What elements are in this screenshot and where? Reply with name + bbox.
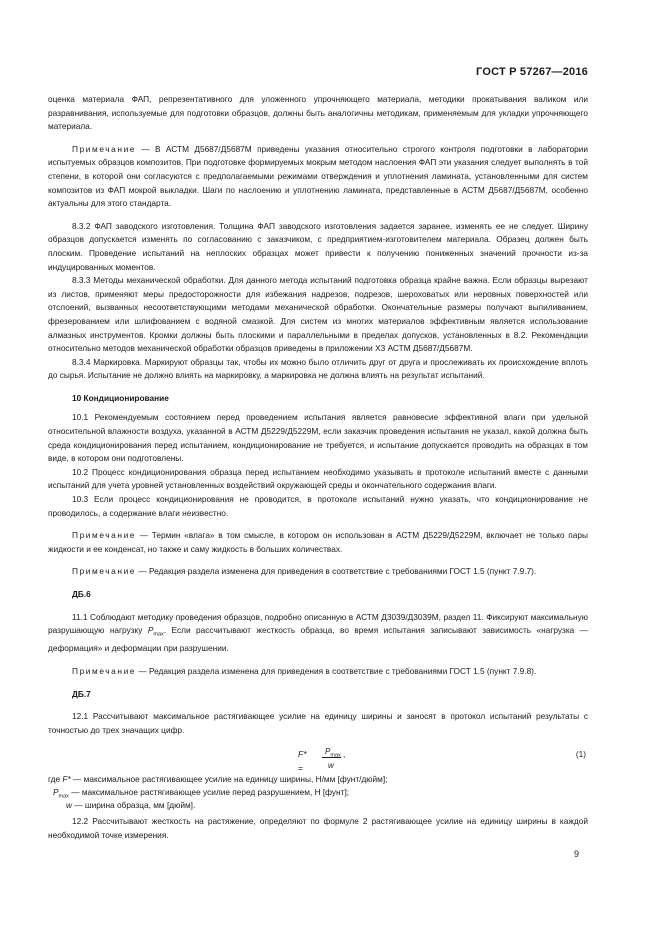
paragraph-8-3-4: 8.3.4 Маркировка. Маркируют образцы так, чтобы их можно было отличить друг от друга и прослеживать их происхождение вплоть до сырья. Испытание не должно влиять на маркировку, а маркировка не должна влиять на результат испытаний. (48, 356, 588, 381)
note-text: — Редакция раздела изменена для приведения в соответствие с требованиями ГОСТ 1.5 (пункт 7.9.8). (136, 666, 537, 677)
section-heading-10: 10 Кондиционирование (72, 392, 169, 403)
formula-numerator: $P_{max}$ (325, 747, 341, 759)
page-body (48, 93, 588, 843)
note-text: — Редакция раздела изменена для приведения в соответствие с требованиями ГОСТ 1.5 (пункт 7.9.7). (136, 566, 537, 577)
formula-lhs: F* = (298, 749, 307, 773)
paragraph-10-2: 10.2 Процесс кондиционирования образца перед испытанием необходимо указывать в протоколе испытаний вместе с данными испытаний для учета уровней установленных воздействий окружающей среды и окончательного содержания влаги. (48, 466, 588, 491)
note-paragraph (48, 143, 588, 211)
paragraph-intro: оценка материала ФАП, репрезентативного для уложенного упрочняющего материала, методики прокатывания валиком или разравнивания, используемые для подготовки образцов, должны быть аналогичны методикам, применяемым для укладки упрочняющего материала. (48, 94, 588, 132)
definition-pmax: $P_{max}$ — максимальное растягивающее усилие перед разрушением, Н [фунт]; (53, 787, 350, 801)
note-label: Примечание (72, 566, 137, 577)
pmax-symbol: $P_{max}$ (147, 625, 164, 638)
note-text: — Термин «влага» в том смысле, в котором он использован в АСТМ Д5229/Д5229М, включает не только пары жидкости и ее конденсат, но также и саму жидкость в больших количествах. (48, 530, 588, 554)
definition-w: w — ширина образца, мм [дюйм]. (66, 800, 196, 811)
definition-f: где F* — максимальное растягивающее усилие на единицу ширины, Н/мм [фунт/дюйм]; (48, 774, 388, 785)
formula-comma: , (343, 749, 346, 760)
formula-1 (48, 739, 588, 773)
note-label: Примечание (72, 666, 137, 677)
note-text: — В АСТМ Д5687/Д5687М приведены указания относительно строгого контроля подготовки в лаборатории испытуемых образцов композитов. При подготовке формируемых мокрым методом наслоения ФАП эти указания следует выполнять в той степени, в которой они согласуются с предполагаемыми режимами отверждения и уплотнения ламината, установленными для систем композитов из ФАП мокрой выкладки. Шаги по наслоению и уплотнению ламината, представленные в АСТМ Д5687/Д5687М, особенно актуальны для этого стандарта. (48, 143, 588, 209)
paragraph-8-3-2: 8.3.2 ФАП заводского изготовления. Толщина ФАП заводского изготовления задается заранее, изменять ее не следует. Ширину образцов допускается изменять по согласованию с заказчиком, с предприятием-изготовителем материала. Образец должен быть плоским. Проведение испытаний на неплоских образцах может привести к получению пониженных значений прочности из-за индуцированных моментов. (48, 220, 588, 272)
section-heading-db7: ДБ.7 (72, 688, 91, 699)
formula-denominator: w (328, 761, 334, 771)
fraction-bar (322, 757, 341, 758)
paragraph-12-2: 12.2 Рассчитывают жесткость на растяжение, определяют по формуле 2 растягивающее усилие на единицу ширины в каждой необходимой точке измерения. (48, 816, 588, 840)
note-paragraph (48, 665, 588, 679)
note-label: Примечание (72, 530, 137, 541)
note-paragraph (48, 565, 588, 579)
paragraph-12-1: 12.1 Рассчитывают максимальное растягивающее усилие на единицу ширины и заносят в протокол испытаний результаты с точностью до трех значащих цифр. (48, 711, 588, 735)
note-paragraph (48, 529, 588, 556)
page-number: 9 (574, 849, 580, 859)
paragraph-8-3-3: 8.3.3 Методы механической обработки. Для данного метода испытаний подготовка образца крайне важна. Если образцы вырезают из листов, применяют меры предосторожности для избежания надрезов, подрезов, шероховатых или неровных поверхностей или отслоений, вызванных несоответствующими методами механической обработки. Окончательные размеры получают выпиливанием, фрезерованием или шлифованием с водяной смазкой. Для систем из многих материалов эффективным является использование алмазных инструментов. Кромки должны быть плоскими и параллельными в пределах допусков, установленных в 8.2. Рекомендации относительно методов механической обработки образцов приведены в приложении Х3 АСТМ Д5687/Д5687М. (48, 275, 588, 354)
equation-number: (1) (575, 749, 586, 760)
paragraph-11-1: 11.1 Соблюдают методику проведения образцов, подробно описанную в АСТМ Д3039/Д3039М, раздел 11. Фиксируют максимальную разрушающую нагрузку $P_{max}$. Если рассчитывают жесткость образца, во время испытания записывают зависимость «нагрузка — деформация» и деформации при разрушении. (48, 611, 588, 654)
symbol-definitions (48, 773, 588, 815)
document-code: ГОСТ Р 57267—2016 (476, 66, 588, 78)
note-label: Примечание (72, 143, 137, 154)
paragraph-10-1: 10.1 Рекомендуемым состоянием перед проведением испытания является равновесие эффективной влаги при удельной относительной влажности воздуха, указанной в АСТМ Д5229/Д5229М, если заказчик проведения испытания не указал, какой должна быть среда кондиционирования перед испытанием, кондиционирование не требуется, и испытание допускается проводить на образцах в том виде, в котором они подготовлены. (48, 412, 588, 464)
paragraph-10-3: 10.3 Если процесс кондиционирования не проводится, в протоколе испытаний нужно указать, что кондиционирование не проводилось, а содержание влаги неизвестно. (48, 494, 588, 518)
section-heading-db6: ДБ.6 (72, 589, 91, 599)
